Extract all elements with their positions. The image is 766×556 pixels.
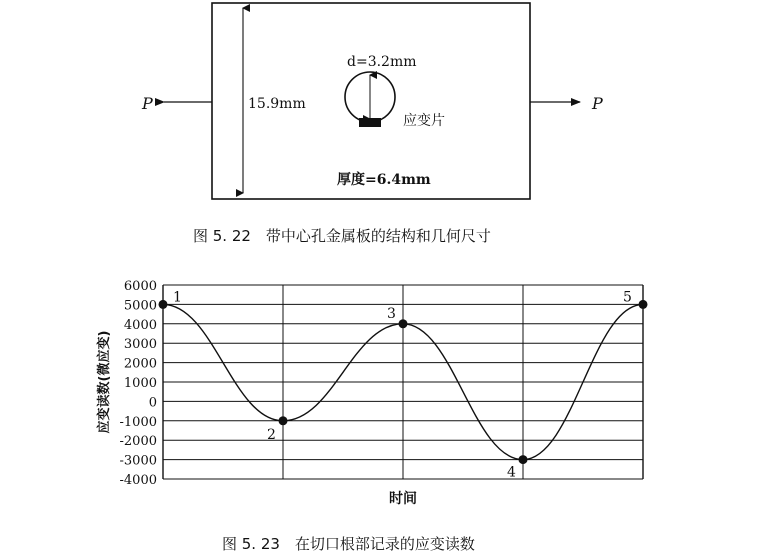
data-point: [639, 300, 648, 309]
y-tick-label: 5000: [123, 298, 157, 314]
x-axis-label: 时间: [389, 491, 417, 507]
plate-diagram: [141, 3, 603, 199]
load-label-left: P: [142, 94, 153, 113]
data-point: [519, 455, 528, 464]
y-tick-label: -2000: [119, 434, 157, 450]
y-axis-label: 应变读数(微应变): [97, 330, 112, 434]
y-tick-label: 2000: [123, 356, 157, 372]
point-label: 5: [623, 289, 632, 306]
strain-chart: [96, 279, 648, 507]
strain-gauge: [359, 118, 381, 127]
y-tick-label: -4000: [119, 473, 157, 488]
point-label: 3: [387, 305, 396, 322]
point-label: 1: [173, 289, 182, 306]
figure-5-23-caption: 图 5. 23 在切口根部记录的应变读数: [222, 535, 475, 553]
y-tick-label: -3000: [119, 453, 157, 469]
height-label: 15.9mm: [248, 96, 306, 112]
y-tick-label: -1000: [119, 414, 157, 430]
y-tick-labels: [120, 279, 157, 488]
figure-5-22-caption: 图 5. 22 带中心孔金属板的结构和几何尺寸: [193, 227, 491, 245]
gauge-label: 应变片: [403, 113, 445, 129]
thickness-label: 厚度=6.4mm: [337, 172, 431, 188]
y-tick-label: 4000: [123, 317, 157, 333]
load-label-right: P: [592, 94, 603, 113]
y-tick-label: 0: [148, 395, 157, 411]
point-label: 4: [507, 464, 516, 481]
data-point: [279, 416, 288, 425]
y-tick-label: 6000: [123, 279, 157, 294]
y-tick-label: 3000: [123, 337, 157, 353]
point-label: 2: [267, 426, 276, 443]
y-tick-label: 1000: [123, 376, 157, 391]
data-point: [399, 319, 408, 328]
hole-diameter-label: d=3.2mm: [347, 54, 417, 70]
data-point: [159, 300, 168, 309]
